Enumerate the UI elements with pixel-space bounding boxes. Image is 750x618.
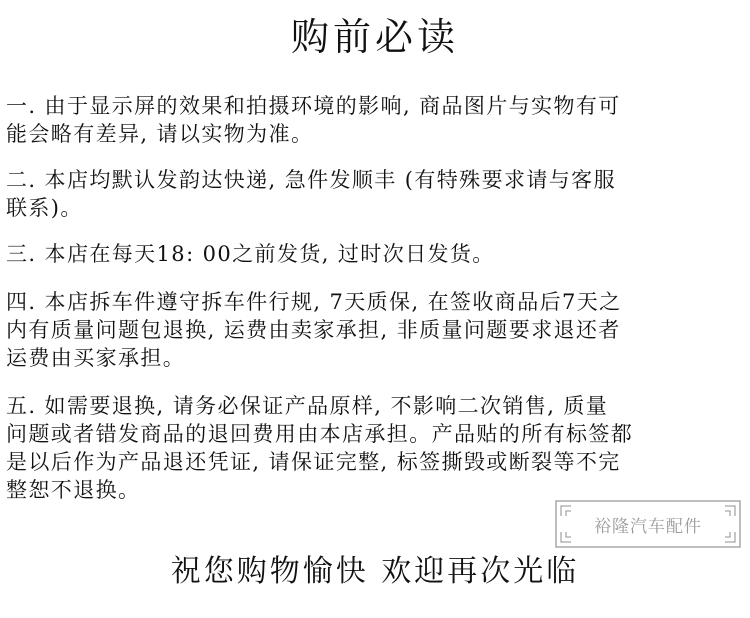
notice-line: 三. 本店在每天18: 00之前发货, 过时次日发货。 <box>6 242 495 266</box>
notice-item-5 <box>6 392 633 504</box>
notice-line: 四. 本店拆车件遵守拆车件行规, 7天质保, 在签收商品后7天之 <box>6 290 622 314</box>
shop-seal-watermark <box>555 500 741 548</box>
seal-text: 裕隆汽车配件 <box>594 517 702 537</box>
page-title: 购前必读 <box>290 15 459 59</box>
notice-line: 问题或者错发商品的退回费用由本店承担。产品贴的所有标签都 <box>6 422 634 446</box>
notice-line: 一. 由于显示屏的效果和拍摄环境的影响, 商品图片与实物有可 <box>6 94 621 118</box>
notice-line: 内有质量问题包退换, 运费由卖家承担, 非质量问题要求退还者 <box>6 318 621 342</box>
notice-line: 二. 本店均默认发韵达快递, 急件发顺丰 (有特殊要求请与客服 <box>6 168 616 192</box>
notice-item-4 <box>6 288 622 372</box>
notice-line: 五. 如需要退换, 请务必保证产品原样, 不影响二次销售, 质量 <box>6 394 609 418</box>
notice-line: 是以后作为产品退还凭证, 请保证完整, 标签撕毁或断裂等不完 <box>6 450 621 474</box>
notice-item-3 <box>6 240 495 268</box>
notice-line: 整恕不退换。 <box>6 478 141 502</box>
notice-line: 能会略有差异, 请以实物为准。 <box>6 122 314 146</box>
notice-item-2 <box>6 166 616 222</box>
footer-greeting: 祝您购物愉快 欢迎再次光临 <box>170 554 580 589</box>
notice-line: 联系)。 <box>6 196 83 220</box>
notice-item-1 <box>6 92 621 148</box>
notice-line: 运费由买家承担。 <box>6 346 186 370</box>
